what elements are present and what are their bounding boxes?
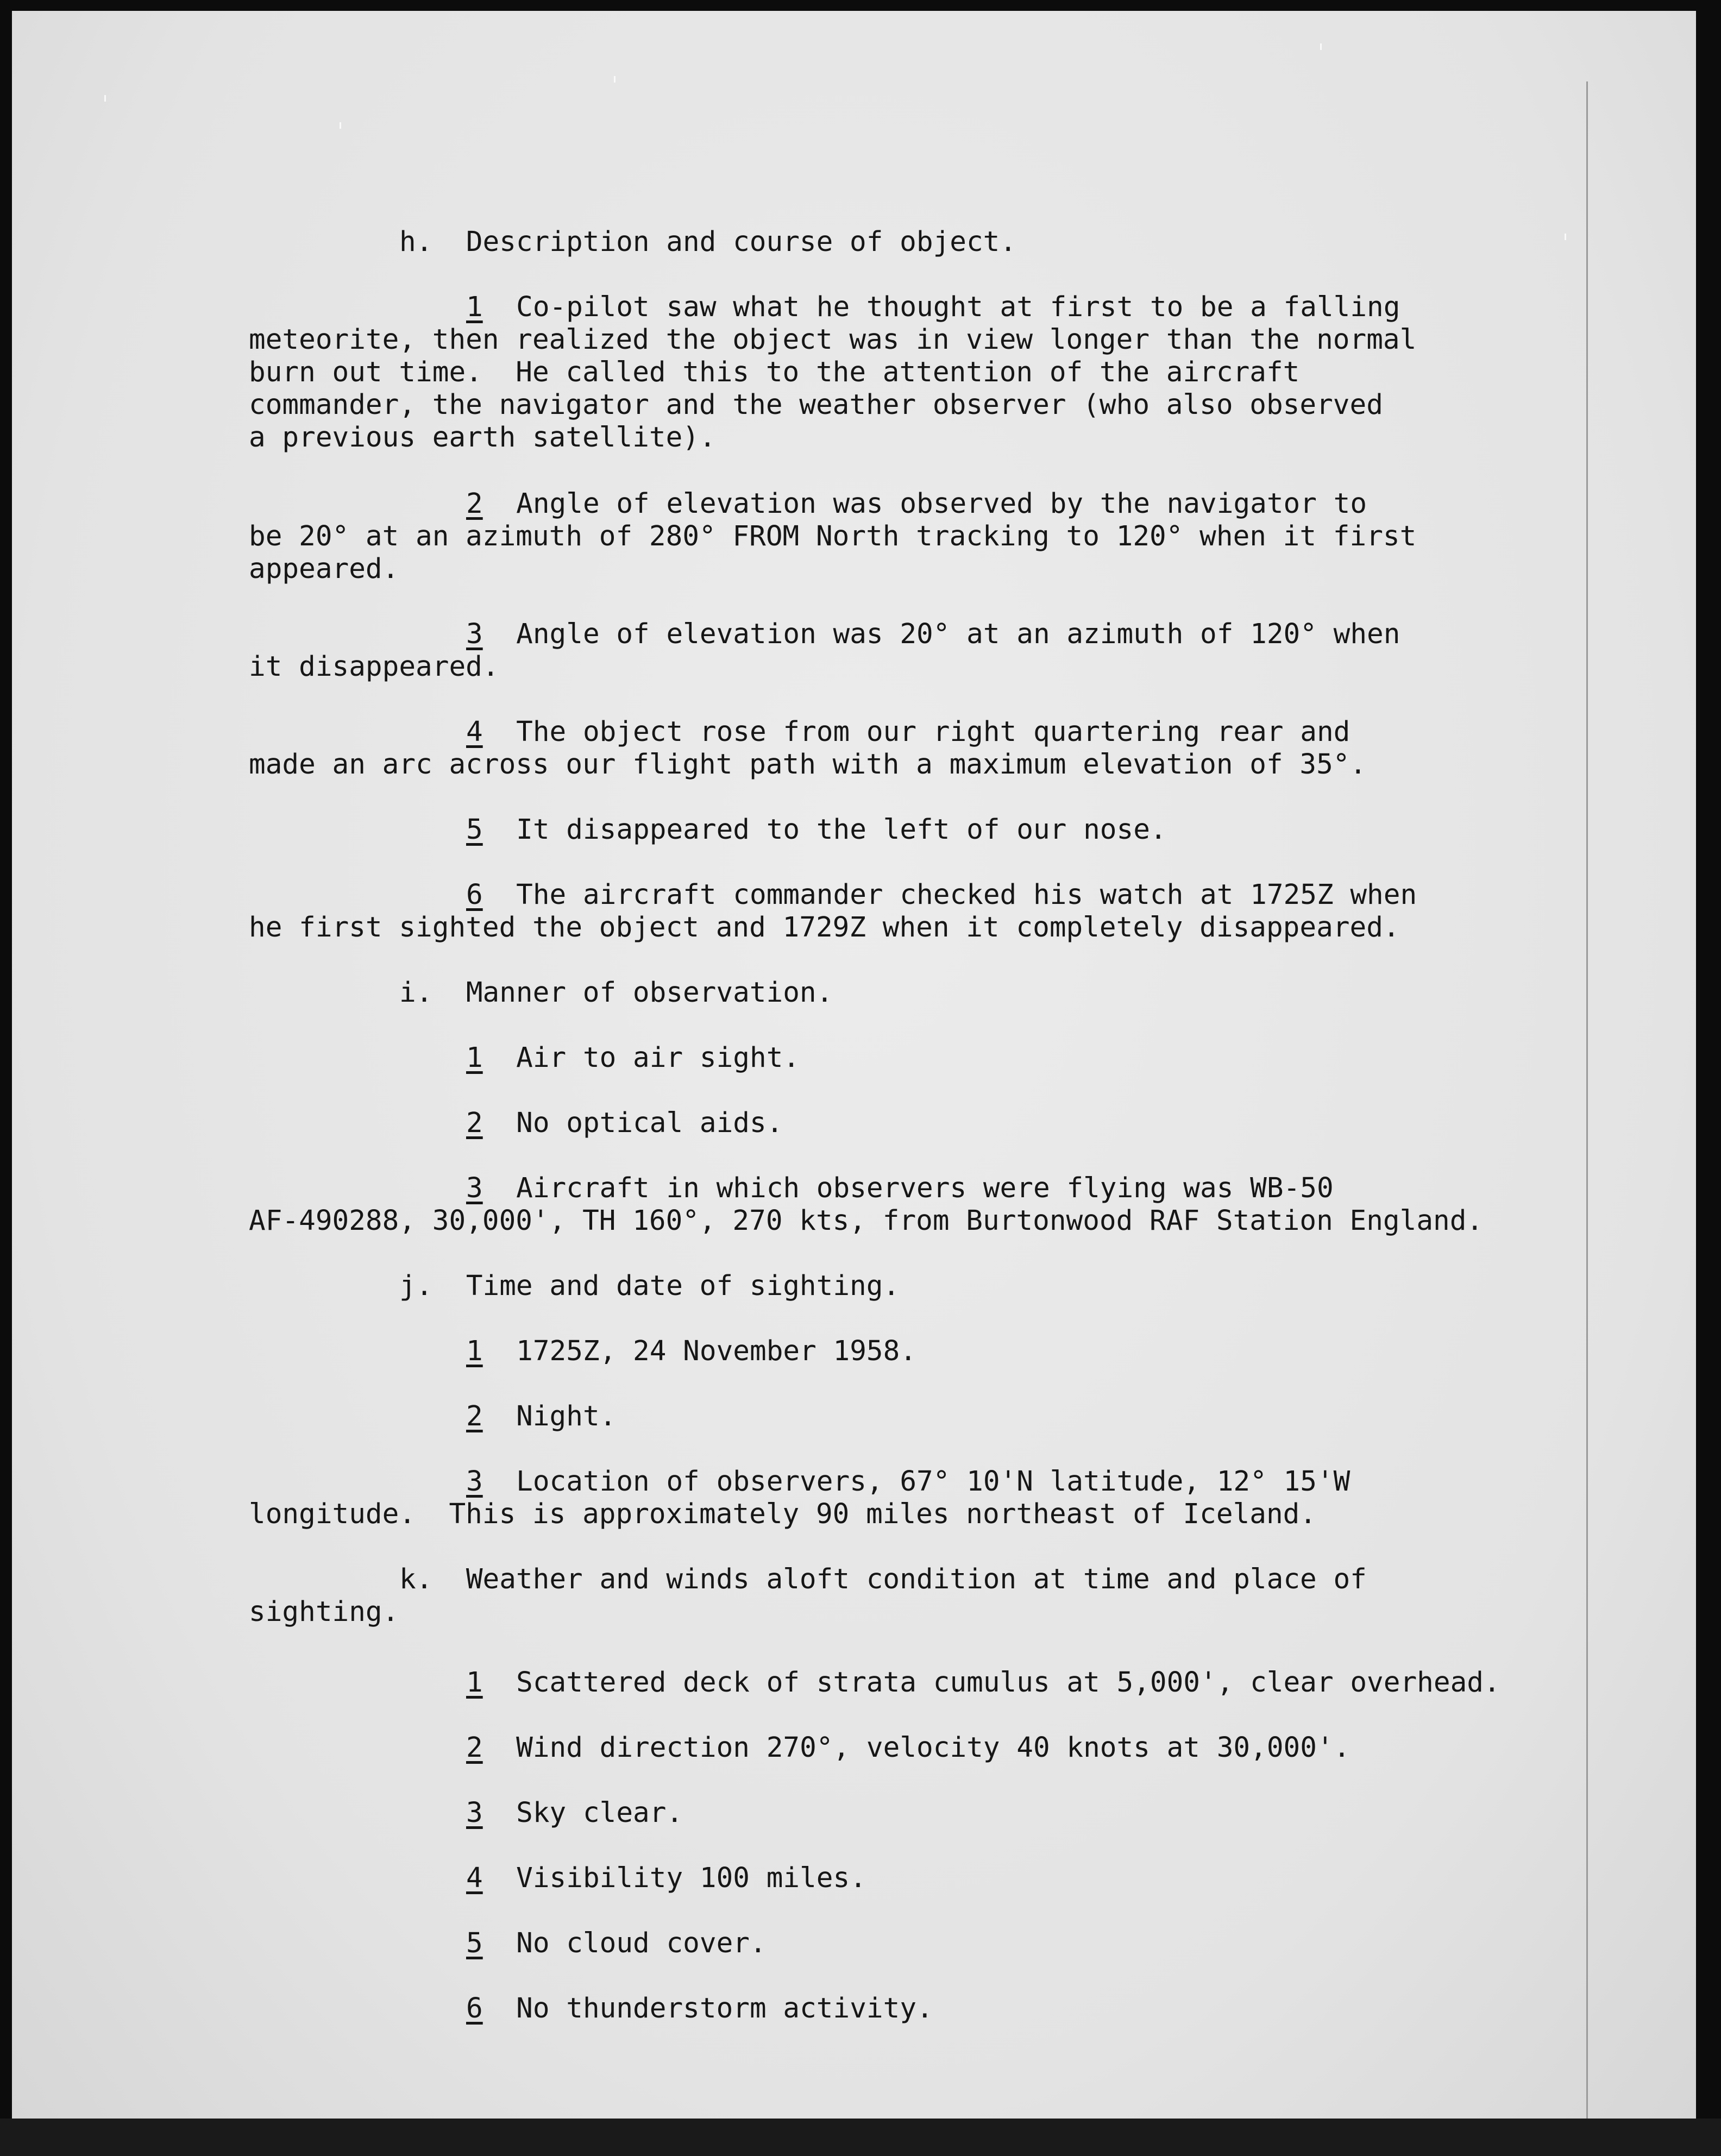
scan-speck — [1565, 234, 1566, 240]
paragraph-line: AF-490288, 30,000', TH 160°, 270 kts, from Burtonwood RAF Station England. — [249, 1205, 1484, 1237]
paragraph-text: Night. — [482, 1400, 617, 1432]
item-number: 1 — [466, 291, 483, 323]
paragraph-text: No thunderstorm activity. — [482, 1992, 933, 2025]
item-number: 2 — [466, 1400, 483, 1432]
item-number: 3 — [466, 1172, 483, 1204]
item-number: 5 — [466, 814, 483, 846]
scan-speck — [614, 76, 615, 83]
paragraph-text: Angle of elevation was 20° at an azimuth of 120° when — [482, 618, 1400, 650]
paragraph-text: Co-pilot saw what he thought at first to be a falling — [482, 291, 1400, 323]
scan-speck — [340, 122, 341, 129]
paragraph-text: Aircraft in which observers were flying was WB-50 — [482, 1172, 1334, 1204]
page-edge-line — [1586, 81, 1588, 2146]
paragraph-first-line — [466, 1172, 1334, 1205]
paragraph-text: Air to air sight. — [482, 1042, 800, 1074]
item-number: 6 — [466, 1992, 483, 2025]
section-k-heading: k. Weather and winds aloft condition at time and place of — [399, 1563, 1367, 1595]
paragraph-first-line — [466, 879, 1417, 912]
paragraph-line: burn out time. He called this to the attention of the aircraft — [249, 356, 1300, 388]
paragraph-line: he first sighted the object and 1729Z when it completely disappeared. — [249, 912, 1400, 944]
item-number: 4 — [466, 716, 483, 748]
paragraph-line: be 20° at an azimuth of 280° FROM North tracking to 120° when it first — [249, 520, 1417, 552]
paragraph-line: it disappeared. — [249, 651, 499, 683]
item-number: 1 — [466, 1042, 483, 1074]
item-number: 4 — [466, 1862, 483, 1894]
paragraph-first-line — [466, 1466, 1350, 1498]
paragraph-first-line — [466, 1797, 683, 1830]
section-i-heading: i. Manner of observation. — [399, 977, 833, 1009]
item-number: 3 — [466, 1466, 483, 1498]
paragraph-text: Visibility 100 miles. — [482, 1862, 866, 1894]
scan-speck — [104, 95, 106, 102]
paragraph-first-line — [466, 488, 1367, 520]
item-number: 1 — [466, 1335, 483, 1367]
section-h-heading: h. Description and course of object. — [399, 226, 1017, 258]
paragraph-first-line — [466, 1862, 866, 1895]
section-k-heading-cont: sighting. — [249, 1596, 399, 1628]
paragraph-line: longitude. This is approximately 90 miles northeast of Iceland. — [249, 1498, 1317, 1530]
paragraph-line: a previous earth satellite). — [249, 422, 716, 454]
paragraph-text: Sky clear. — [482, 1797, 683, 1829]
paragraph-first-line — [466, 1400, 616, 1433]
paragraph-first-line — [466, 1667, 1500, 1699]
paragraph-line: made an arc across our flight path with a maximum elevation of 35°. — [249, 749, 1367, 781]
item-number: 5 — [466, 1927, 483, 1959]
paragraph-text: Scattered deck of strata cumulus at 5,000', clear overhead. — [482, 1667, 1500, 1699]
scan-speck — [1320, 43, 1322, 50]
paragraph-first-line — [466, 716, 1350, 749]
paragraph-line: appeared. — [249, 553, 399, 585]
item-number: 3 — [466, 618, 483, 650]
paragraph-text: 1725Z, 24 November 1958. — [482, 1335, 917, 1367]
paragraph-text: No optical aids. — [482, 1107, 783, 1139]
paragraph-text: Wind direction 270°, velocity 40 knots at 30,000'. — [482, 1732, 1351, 1764]
item-number: 2 — [466, 488, 483, 520]
paragraph-first-line — [466, 1992, 933, 2025]
item-number: 6 — [466, 879, 483, 911]
item-number: 2 — [466, 1732, 483, 1764]
paragraph-first-line — [466, 814, 1167, 846]
paragraph-text: Angle of elevation was observed by the navigator to — [482, 488, 1367, 520]
paragraph-first-line — [466, 1042, 800, 1074]
paragraph-text: The object rose from our right quartering rear and — [482, 716, 1351, 748]
paragraph-text: No cloud cover. — [482, 1927, 767, 1959]
paragraph-text: Location of observers, 67° 10'N latitude, 12° 15'W — [482, 1466, 1351, 1498]
paragraph-first-line — [466, 618, 1400, 651]
paragraph-first-line — [466, 291, 1400, 324]
item-number: 3 — [466, 1797, 483, 1829]
item-number: 1 — [466, 1667, 483, 1699]
paragraph-text: It disappeared to the left of our nose. — [482, 814, 1167, 846]
paragraph-first-line — [466, 1927, 767, 1960]
paragraph-first-line — [466, 1732, 1350, 1764]
paragraph-line: commander, the navigator and the weather observer (who also observed — [249, 389, 1383, 421]
paragraph-line: meteorite, then realized the object was in view longer than the normal — [249, 324, 1417, 356]
paragraph-first-line — [466, 1107, 783, 1140]
paragraph-first-line — [466, 1335, 916, 1368]
section-j-heading: j. Time and date of sighting. — [399, 1270, 900, 1302]
paragraph-text: The aircraft commander checked his watch at 1725Z when — [482, 879, 1417, 911]
scan-border — [0, 2119, 1721, 2156]
item-number: 2 — [466, 1107, 483, 1139]
